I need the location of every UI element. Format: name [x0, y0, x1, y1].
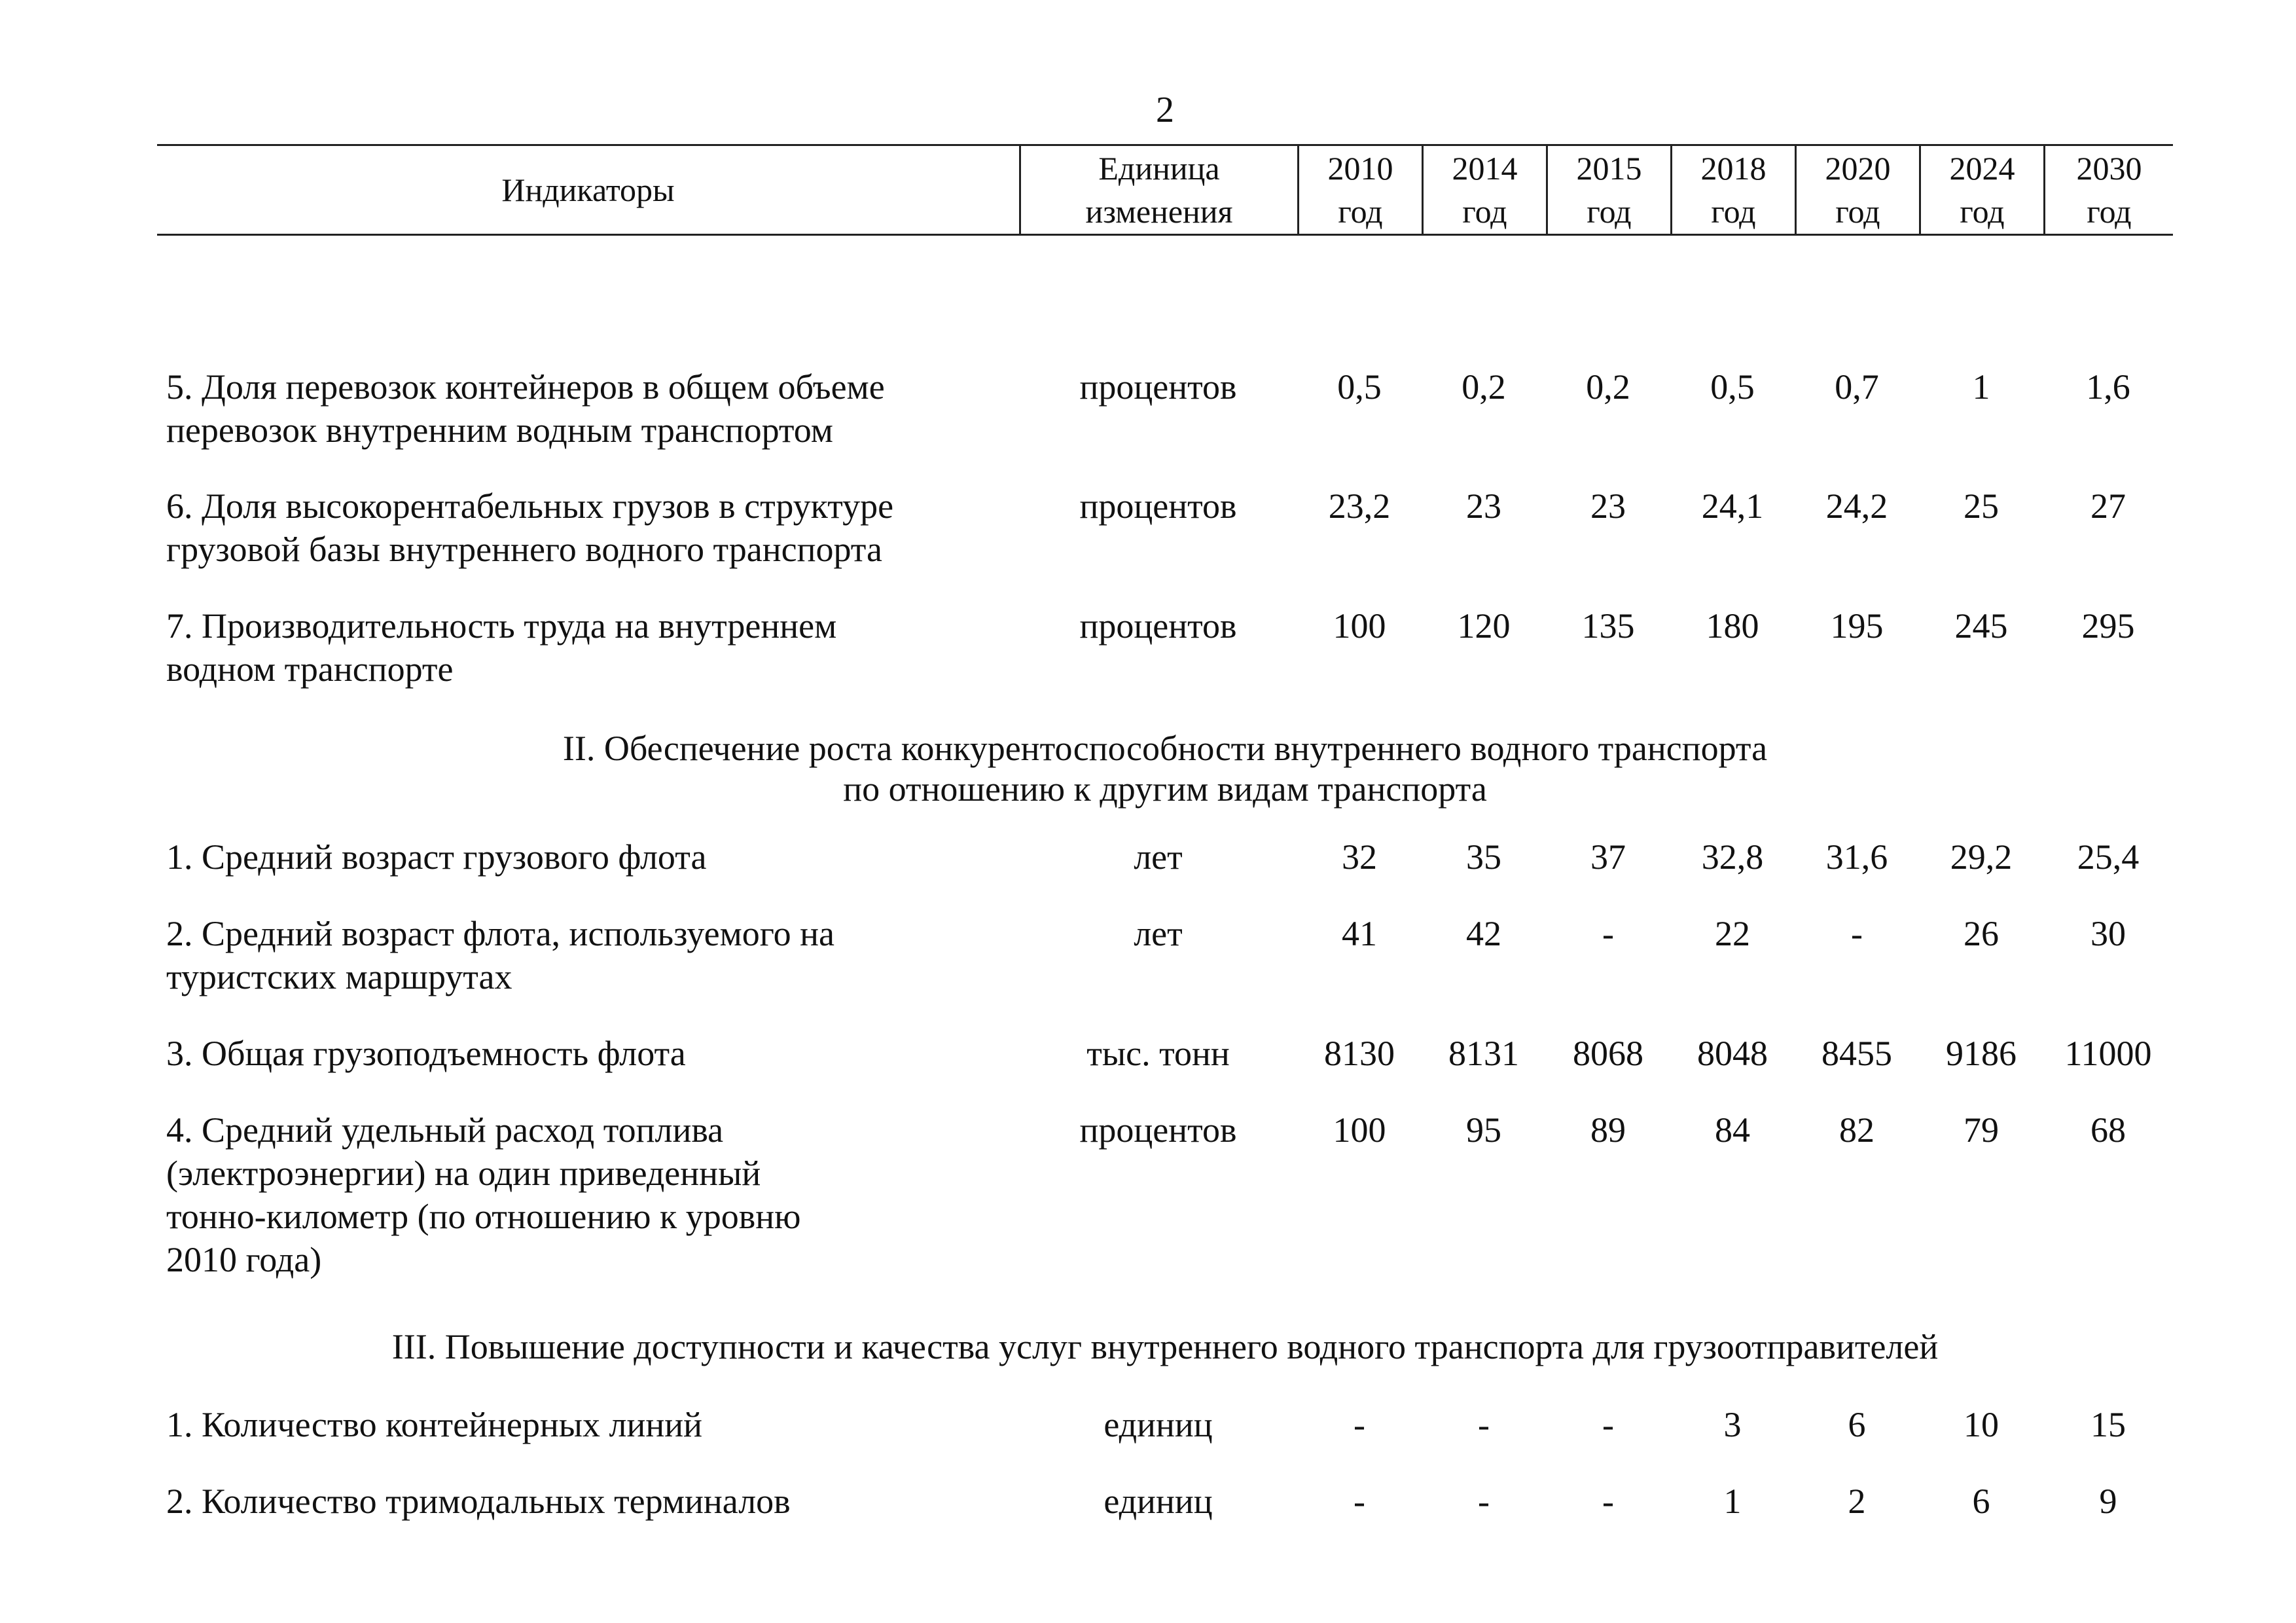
- table-row: [157, 1403, 2173, 1446]
- value-cell: 35: [1466, 837, 1501, 877]
- value-cell: 195: [1830, 606, 1884, 646]
- header-year-2020: [1795, 146, 1919, 234]
- unit-cell: процентов: [1079, 1110, 1237, 1150]
- header-unit: [1019, 146, 1297, 234]
- section-title-line: II. Обеспечение роста конкурентоспособности внутреннего водного транспорта: [562, 729, 1768, 768]
- header-year-2015: [1546, 146, 1670, 234]
- value-cell: -: [1478, 1405, 1490, 1444]
- value-cell: 41: [1342, 914, 1377, 953]
- section-title-ii: [157, 728, 2173, 809]
- header-year: 2024: [1949, 150, 2015, 187]
- header-year-suffix: год: [1462, 193, 1507, 230]
- value-cell: 89: [1590, 1110, 1626, 1150]
- value-cell: 24,2: [1825, 486, 1888, 526]
- value-cell: 9186: [1946, 1034, 2017, 1073]
- indicator-line: тонно-километр (по отношению к уровню: [166, 1197, 801, 1236]
- value-cell: 10: [1964, 1405, 1999, 1444]
- value-cell: 0,7: [1835, 367, 1879, 407]
- header-unit-line1: Единица: [1098, 150, 1220, 187]
- unit-cell: единиц: [1103, 1405, 1213, 1444]
- value-cell: 37: [1590, 837, 1626, 877]
- indicators-table: [157, 144, 2173, 1521]
- indicator-line: 7. Производительность труда на внутреннем: [166, 606, 837, 646]
- table-header: [157, 144, 2173, 236]
- indicator-line: 4. Средний удельный расход топлива: [166, 1110, 724, 1150]
- indicator-line: (электроэнергии) на один приведенный: [166, 1154, 761, 1193]
- indicator-line: 5. Доля перевозок контейнеров в общем объеме: [166, 367, 885, 407]
- indicator-line: водном транспорте: [166, 649, 454, 689]
- header-year-suffix: год: [1835, 193, 1880, 230]
- indicator-line: 3. Общая грузоподъемность флота: [166, 1034, 686, 1073]
- indicator-line: 2010 года): [166, 1240, 322, 1279]
- unit-cell: процентов: [1079, 367, 1237, 407]
- table-row: [157, 1108, 2173, 1281]
- indicator-cell: [157, 1108, 1019, 1281]
- unit-cell: процентов: [1079, 606, 1237, 646]
- value-cell: 100: [1333, 606, 1386, 646]
- indicator-line: 1. Средний возраст грузового флота: [166, 837, 707, 877]
- value-cell: 82: [1839, 1110, 1874, 1150]
- value-cell: 31,6: [1825, 837, 1888, 877]
- header-year-suffix: год: [2087, 193, 2132, 230]
- value-cell: 23,2: [1328, 486, 1391, 526]
- value-cell: 8455: [1821, 1034, 1892, 1073]
- value-cell: 0,5: [1710, 367, 1755, 407]
- unit-cell: лет: [1134, 837, 1183, 877]
- header-year: 2018: [1700, 150, 1767, 187]
- value-cell: 25: [1964, 486, 1999, 526]
- value-cell: -: [1354, 1482, 1365, 1521]
- value-cell: 27: [2090, 486, 2126, 526]
- table-row: [157, 484, 2173, 571]
- value-cell: 42: [1466, 914, 1501, 953]
- value-cell: -: [1602, 914, 1614, 953]
- unit-cell: процентов: [1079, 486, 1237, 526]
- value-cell: 0,2: [1462, 367, 1506, 407]
- value-cell: 9: [2099, 1482, 2117, 1521]
- indicator-line: 2. Количество тримодальных терминалов: [166, 1482, 791, 1521]
- page-number: 2: [1156, 90, 1174, 130]
- indicator-cell: [157, 835, 1019, 879]
- indicator-line: перевозок внутренним водным транспортом: [166, 410, 833, 450]
- indicator-cell: [157, 365, 1019, 452]
- value-cell: 8068: [1573, 1034, 1643, 1073]
- value-cell: 24,1: [1701, 486, 1764, 526]
- table-row: [157, 1480, 2173, 1523]
- indicator-cell: [157, 604, 1019, 691]
- value-cell: 8048: [1697, 1034, 1768, 1073]
- indicator-line: грузовой базы внутреннего водного транспорта: [166, 530, 882, 569]
- indicator-line: 2. Средний возраст флота, используемого на: [166, 914, 834, 953]
- table-row: [157, 604, 2173, 691]
- value-cell: 3: [1723, 1405, 1742, 1444]
- indicator-cell: [157, 912, 1019, 998]
- value-cell: 6: [1848, 1405, 1866, 1444]
- value-cell: -: [1602, 1482, 1614, 1521]
- value-cell: 135: [1581, 606, 1635, 646]
- value-cell: 32: [1342, 837, 1377, 877]
- section-title-line: по отношению к другим видам транспорта: [843, 769, 1487, 809]
- indicator-cell: [157, 1403, 1019, 1446]
- value-cell: -: [1354, 1405, 1365, 1444]
- value-cell: 29,2: [1950, 837, 2013, 877]
- header-indicators-label: Индикаторы: [501, 172, 675, 208]
- value-cell: -: [1478, 1482, 1490, 1521]
- value-cell: 2: [1848, 1482, 1866, 1521]
- header-year: 2015: [1576, 150, 1642, 187]
- value-cell: 1: [1723, 1482, 1742, 1521]
- table-row: [157, 835, 2173, 879]
- header-year: 2010: [1327, 150, 1393, 187]
- value-cell: 15: [2090, 1405, 2126, 1444]
- header-year-suffix: год: [1338, 193, 1383, 230]
- value-cell: 22: [1715, 914, 1750, 953]
- value-cell: 245: [1954, 606, 2008, 646]
- header-year-2014: [1422, 146, 1546, 234]
- value-cell: -: [1602, 1405, 1614, 1444]
- table-row: [157, 912, 2173, 998]
- unit-cell: лет: [1134, 914, 1183, 953]
- value-cell: 8131: [1448, 1034, 1519, 1073]
- indicator-cell: [157, 1032, 1019, 1075]
- value-cell: 295: [2081, 606, 2135, 646]
- value-cell: 8130: [1324, 1034, 1395, 1073]
- section-title-line: III. Повышение доступности и качества услуг внутреннего водного транспорта для грузоотправителей: [391, 1327, 1939, 1366]
- header-year-2024: [1919, 146, 2043, 234]
- unit-cell: тыс. тонн: [1086, 1034, 1230, 1073]
- indicator-cell: [157, 1480, 1019, 1523]
- value-cell: 26: [1964, 914, 1999, 953]
- value-cell: 1,6: [2086, 367, 2130, 407]
- value-cell: 0,2: [1586, 367, 1630, 407]
- table-row: [157, 365, 2173, 452]
- header-year-2018: [1670, 146, 1795, 234]
- value-cell: 120: [1457, 606, 1511, 646]
- value-cell: 6: [1972, 1482, 1990, 1521]
- value-cell: 0,5: [1337, 367, 1382, 407]
- value-cell: 32,8: [1701, 837, 1764, 877]
- header-year: 2014: [1452, 150, 1518, 187]
- header-year-2010: [1297, 146, 1422, 234]
- header-year-2030: [2043, 146, 2173, 234]
- indicator-line: 6. Доля высокорентабельных грузов в структуре: [166, 486, 894, 526]
- unit-cell: единиц: [1103, 1482, 1213, 1521]
- value-cell: 84: [1715, 1110, 1750, 1150]
- header-year: 2020: [1825, 150, 1891, 187]
- header-unit-line2: изменения: [1085, 193, 1233, 230]
- value-cell: 180: [1706, 606, 1759, 646]
- header-year-suffix: год: [1711, 193, 1756, 230]
- section-title-iii: [157, 1326, 2173, 1367]
- header-year-suffix: год: [1587, 193, 1632, 230]
- value-cell: 79: [1964, 1110, 1999, 1150]
- value-cell: 1: [1972, 367, 1990, 407]
- value-cell: 95: [1466, 1110, 1501, 1150]
- header-indicators: [157, 146, 1019, 234]
- value-cell: -: [1851, 914, 1863, 953]
- table-row: [157, 1032, 2173, 1075]
- header-year: 2030: [2076, 150, 2142, 187]
- value-cell: 25,4: [2077, 837, 2140, 877]
- indicator-cell: [157, 484, 1019, 571]
- value-cell: 30: [2090, 914, 2126, 953]
- value-cell: 100: [1333, 1110, 1386, 1150]
- value-cell: 11000: [2064, 1034, 2152, 1073]
- value-cell: 68: [2090, 1110, 2126, 1150]
- indicator-line: туристских маршрутах: [166, 957, 512, 996]
- value-cell: 23: [1590, 486, 1626, 526]
- header-year-suffix: год: [1960, 193, 2005, 230]
- value-cell: 23: [1466, 486, 1501, 526]
- indicator-line: 1. Количество контейнерных линий: [166, 1405, 703, 1444]
